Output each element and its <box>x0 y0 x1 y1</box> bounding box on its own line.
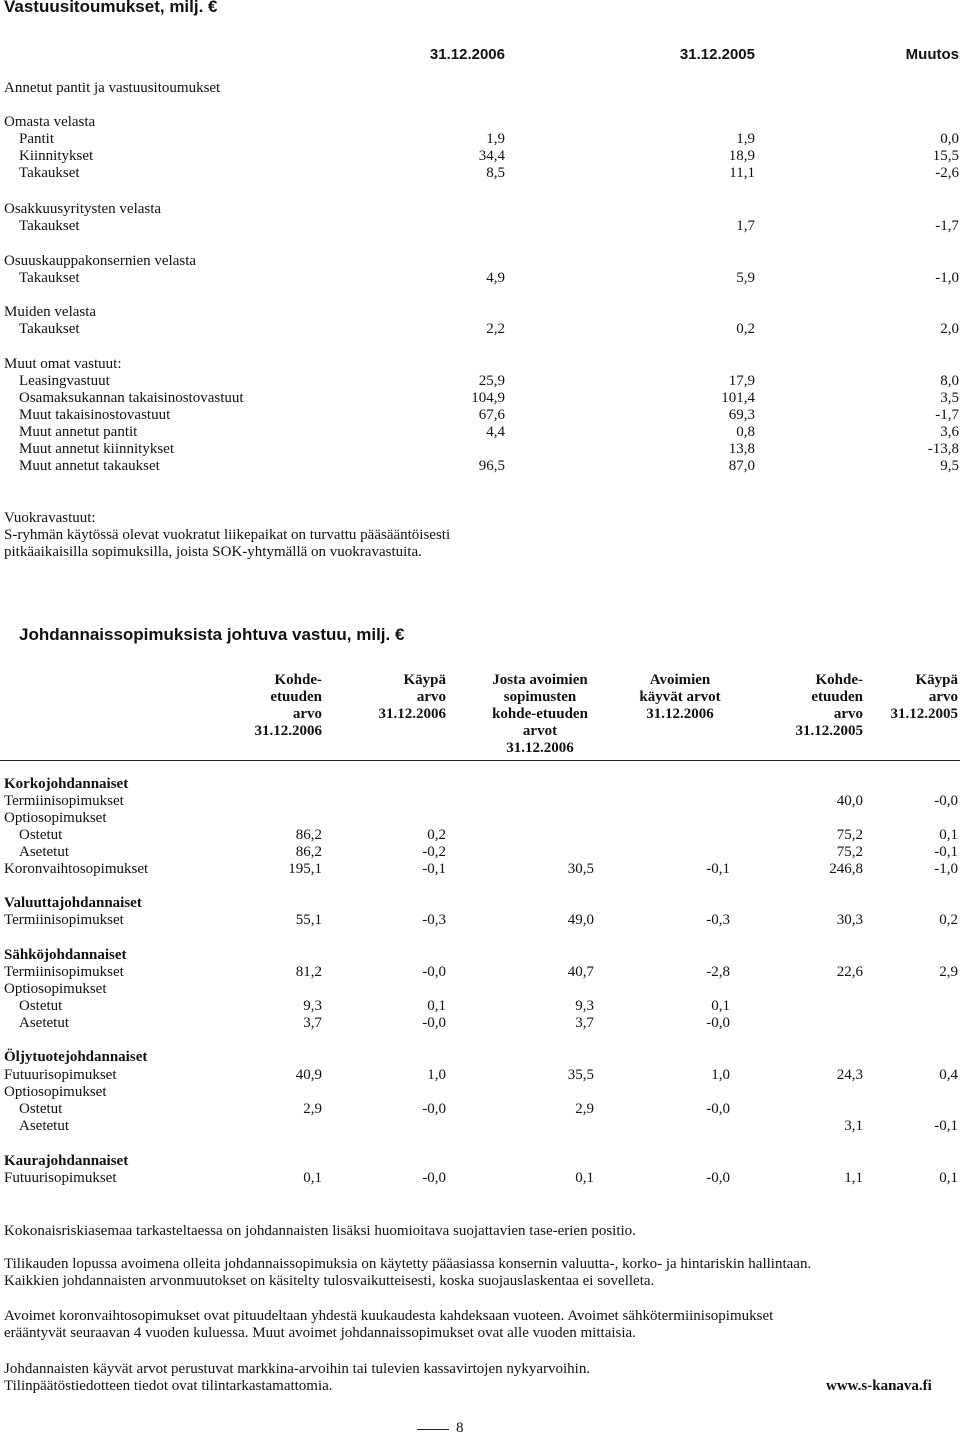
t2-cell: 0,1 <box>939 1170 958 1186</box>
t1-cell: 2,2 <box>486 321 505 337</box>
t2-cell: 3,7 <box>303 1015 322 1031</box>
t1-cell: 3,6 <box>940 424 959 440</box>
t2-row-label: Ostetut <box>19 998 63 1014</box>
t2-cell: 0,1 <box>427 998 446 1014</box>
t2-row-label: Ostetut <box>19 827 63 843</box>
t2-cell: -0,3 <box>706 912 730 928</box>
t2-cell: 1,0 <box>427 1067 446 1083</box>
t2-header-1-line-2: 31.12.2006 <box>378 706 446 722</box>
t2-header-4-line-2: arvo <box>833 706 863 722</box>
t2-cell: -0,0 <box>422 1101 446 1117</box>
lease-text-line2: pitkäaikaisilla sopimuksilla, joista SOK-yhtymällä on vuokravastuita. <box>4 544 422 560</box>
t2-header-4-line-1: etuuden <box>811 689 863 705</box>
section-title-derivatives: Johdannaissopimuksista johtuva vastuu, milj. € <box>19 625 405 644</box>
t2-header-3-line-2: 31.12.2006 <box>646 706 714 722</box>
t2-cell: 1,1 <box>844 1170 863 1186</box>
t2-header-2-line-2: kohde-etuuden <box>492 706 588 722</box>
t1-cell: 1,9 <box>736 131 755 147</box>
t2-header-5-line-2: 31.12.2005 <box>890 706 958 722</box>
t2-row-label: Asetetut <box>19 1118 69 1134</box>
t2-cell: -0,1 <box>934 1118 958 1134</box>
t1-cell: 4,9 <box>486 270 505 286</box>
t2-row-label: Optiosopimukset <box>4 810 107 826</box>
t2-cell: 22,6 <box>836 964 863 980</box>
section-title-guarantees: Vastuusitoumukset, milj. € <box>4 0 218 16</box>
t1-cell: 67,6 <box>478 407 505 423</box>
t1-group-label: Muut omat vastuut: <box>4 356 122 372</box>
t2-header-0-line-2: arvo <box>292 706 322 722</box>
t1-cell: 9,5 <box>940 458 959 474</box>
t1-cell: 1,7 <box>736 218 755 234</box>
t2-header-2-line-4: 31.12.2006 <box>506 740 574 756</box>
t2-cell: 9,3 <box>575 998 594 1014</box>
t2-cell: 195,1 <box>288 861 322 877</box>
note-paragraph-4-line2: Tilinpäätöstiedotteen tiedot ovat tilintarkastamattomia. <box>4 1378 333 1394</box>
t2-cell: 0,4 <box>939 1067 958 1083</box>
t2-header-0-line-1: etuuden <box>270 689 322 705</box>
note-paragraph-4-line1: Johdannaisten käyvät arvot perustuvat markkina-arvoihin tai tulevien kassavirtojen nykyarvoihin. <box>4 1361 591 1377</box>
t2-cell: 49,0 <box>567 912 594 928</box>
t2-header-4-line-0: Kohde- <box>815 672 863 688</box>
t2-cell: 246,8 <box>829 861 863 877</box>
t1-cell: 87,0 <box>728 458 755 474</box>
t1-group-label: Osakkuusyritysten velasta <box>4 201 162 217</box>
t1-cell: 34,4 <box>478 148 505 164</box>
t2-cell: 86,2 <box>295 827 322 843</box>
page-number: 8 <box>456 1420 464 1436</box>
t2-cell: 2,9 <box>939 964 958 980</box>
t1-cell: -1,7 <box>935 218 959 234</box>
t1-row-label: Kiinnitykset <box>19 148 94 164</box>
t2-header-0-line-0: Kohde- <box>274 672 322 688</box>
t2-cell: -0,0 <box>706 1015 730 1031</box>
t1-cell: 4,4 <box>486 424 505 440</box>
t1-row-label: Takaukset <box>19 218 80 234</box>
t2-cell: 3,7 <box>575 1015 594 1031</box>
t2-row-label: Termiinisopimukset <box>4 793 124 809</box>
t1-cell: 0,2 <box>736 321 755 337</box>
t1-row-label: Takaukset <box>19 321 80 337</box>
t1-cell: -1,0 <box>935 270 959 286</box>
t1-header-0: 31.12.2006 <box>429 46 505 63</box>
t1-row-label: Muut takaisinostovastuut <box>19 407 171 423</box>
t2-cell: 0,2 <box>427 827 446 843</box>
t2-row-label: Optiosopimukset <box>4 1084 107 1100</box>
t2-header-0-line-3: 31.12.2006 <box>254 723 322 739</box>
t2-group-label: Valuuttajohdannaiset <box>4 895 142 911</box>
t2-cell: -0,0 <box>706 1170 730 1186</box>
t2-cell: 0,1 <box>939 827 958 843</box>
t1-cell: 17,9 <box>728 373 755 389</box>
t2-cell: -0,0 <box>706 1101 730 1117</box>
t2-cell: 55,1 <box>295 912 322 928</box>
t2-cell: -0,3 <box>422 912 446 928</box>
t2-header-4-line-3: 31.12.2005 <box>795 723 863 739</box>
t2-header-3-line-0: Avoimien <box>649 672 711 688</box>
t1-cell: -1,7 <box>935 407 959 423</box>
t2-row-label: Asetetut <box>19 844 69 860</box>
page-number-rule <box>417 1429 449 1430</box>
t2-cell: 35,5 <box>567 1067 594 1083</box>
t2-row-label: Futuurisopimukset <box>4 1170 117 1186</box>
t2-header-2-line-3: arvot <box>522 723 558 739</box>
t2-cell: -0,1 <box>706 861 730 877</box>
t2-cell: 9,3 <box>303 998 322 1014</box>
t2-cell: -0,0 <box>422 1170 446 1186</box>
t1-row-label: Osamaksukannan takaisinostovastuut <box>19 390 244 406</box>
t1-row-label: Muut annetut pantit <box>19 424 138 440</box>
t2-header-2-line-1: sopimusten <box>503 689 577 705</box>
t2-cell: -0,2 <box>422 844 446 860</box>
t2-cell: -0,1 <box>934 844 958 860</box>
t2-cell: 40,7 <box>567 964 594 980</box>
note-paragraph-3-line1: Avoimet koronvaihtosopimukset ovat pituudeltaan yhdestä kuukaudesta kahdeksaan vuoteen. Avoimet sähkötermiinisopimukset <box>4 1308 774 1324</box>
t2-header-2-line-0: Josta avoimien <box>492 672 588 688</box>
t1-cell: 8,0 <box>940 373 959 389</box>
t2-group-label: Korkojohdannaiset <box>4 776 129 792</box>
t2-cell: 30,5 <box>567 861 594 877</box>
t1-row-label: Muut annetut kiinnitykset <box>19 441 174 457</box>
t2-cell: -1,0 <box>934 861 958 877</box>
t2-cell: 30,3 <box>836 912 863 928</box>
t2-cell: 40,9 <box>295 1067 322 1083</box>
t2-header-3-line-1: käyvät arvot <box>639 689 721 705</box>
t2-cell: 0,1 <box>575 1170 594 1186</box>
t1-cell: 0,8 <box>736 424 755 440</box>
t1-row-label: Muut annetut takaukset <box>19 458 160 474</box>
t1-row-label: Leasingvastuut <box>19 373 110 389</box>
t1-cell: 18,9 <box>728 148 755 164</box>
note-paragraph-1: Kokonaisriskiasemaa tarkasteltaessa on johdannaisten lisäksi huomioitava suojattavien tase-erien positio. <box>4 1223 636 1239</box>
t1-cell: 5,9 <box>736 270 755 286</box>
t2-cell: 81,2 <box>295 964 322 980</box>
t2-cell: 3,1 <box>844 1118 863 1134</box>
t2-header-1-line-0: Käypä <box>403 672 446 688</box>
t2-cell: 2,9 <box>575 1101 594 1117</box>
note-paragraph-2-line1: Tilikauden lopussa avoimena olleita johdannaissopimuksia on käytetty pääasiassa konsernin valuutta-, korko- ja hintariskin hallintaan. <box>4 1256 812 1272</box>
t1-row-label: Takaukset <box>19 270 80 286</box>
t2-cell: 0,1 <box>303 1170 322 1186</box>
table-header-divider <box>0 760 960 761</box>
t1-header-1: 31.12.2005 <box>679 46 755 63</box>
t1-cell: -13,8 <box>927 441 959 457</box>
t1-cell: 2,0 <box>940 321 959 337</box>
t2-row-label: Optiosopimukset <box>4 981 107 997</box>
t1-section-title: Annetut pantit ja vastuusitoumukset <box>4 80 221 96</box>
t2-cell: -0,1 <box>422 861 446 877</box>
t1-row-label: Takaukset <box>19 165 80 181</box>
t2-cell: -0,0 <box>934 793 958 809</box>
lease-title: Vuokravastuut: <box>4 510 96 526</box>
t2-cell: 24,3 <box>836 1067 863 1083</box>
t1-cell: 8,5 <box>486 165 505 181</box>
t2-cell: 0,2 <box>939 912 958 928</box>
t1-group-label: Osuuskauppakonsernien velasta <box>4 253 197 269</box>
t2-cell: 40,0 <box>836 793 863 809</box>
t2-header-5-line-0: Käypä <box>915 672 958 688</box>
t2-row-label: Koronvaihtosopimukset <box>4 861 149 877</box>
t1-row-label: Pantit <box>19 131 55 147</box>
t1-cell: 69,3 <box>728 407 755 423</box>
t1-cell: 15,5 <box>932 148 959 164</box>
t2-header-1-line-1: arvo <box>416 689 446 705</box>
website-link[interactable]: www.s-kanava.fi <box>826 1378 932 1394</box>
t2-header-5-line-1: arvo <box>928 689 958 705</box>
t1-cell: 0,0 <box>940 131 959 147</box>
t2-cell: -0,0 <box>422 964 446 980</box>
note-paragraph-3-line2: erääntyvät seuraavan 4 vuoden kuluessa. Muut avoimet johdannaissopimukset ovat alle vuoden mittaisia. <box>4 1325 636 1341</box>
t1-cell: 101,4 <box>721 390 755 406</box>
t2-row-label: Futuurisopimukset <box>4 1067 117 1083</box>
t2-cell: 75,2 <box>836 827 863 843</box>
t2-row-label: Asetetut <box>19 1015 69 1031</box>
t1-header-2: Muutos <box>905 46 959 63</box>
t1-cell: 3,5 <box>940 390 959 406</box>
t2-cell: 0,1 <box>711 998 730 1014</box>
t2-group-label: Kaurajohdannaiset <box>4 1153 129 1169</box>
t2-cell: 75,2 <box>836 844 863 860</box>
t1-cell: 104,9 <box>471 390 505 406</box>
note-paragraph-2-line2: Kaikkien johdannaisten arvonmuutokset on käsitelty tulosvaikutteisesti, koska suojauslaskentaa ei sovelleta. <box>4 1273 655 1289</box>
t2-cell: 86,2 <box>295 844 322 860</box>
t1-cell: 11,1 <box>729 165 755 181</box>
lease-text-line1: S-ryhmän käytössä olevat vuokratut liikepaikat on turvattu pääsääntöisesti <box>4 527 451 543</box>
t2-group-label: Öljytuotejohdannaiset <box>4 1049 148 1065</box>
t2-cell: 2,9 <box>303 1101 322 1117</box>
t1-cell: -2,6 <box>935 165 959 181</box>
t2-cell: -0,0 <box>422 1015 446 1031</box>
t2-cell: 1,0 <box>711 1067 730 1083</box>
t1-group-label: Omasta velasta <box>4 114 96 130</box>
t1-cell: 96,5 <box>478 458 505 474</box>
t2-row-label: Ostetut <box>19 1101 63 1117</box>
t2-cell: -2,8 <box>706 964 730 980</box>
t1-cell: 13,8 <box>728 441 755 457</box>
t1-cell: 25,9 <box>478 373 505 389</box>
t2-group-label: Sähköjohdannaiset <box>4 947 127 963</box>
t2-row-label: Termiinisopimukset <box>4 912 124 928</box>
t2-row-label: Termiinisopimukset <box>4 964 124 980</box>
t1-cell: 1,9 <box>486 131 505 147</box>
t1-group-label: Muiden velasta <box>4 304 97 320</box>
